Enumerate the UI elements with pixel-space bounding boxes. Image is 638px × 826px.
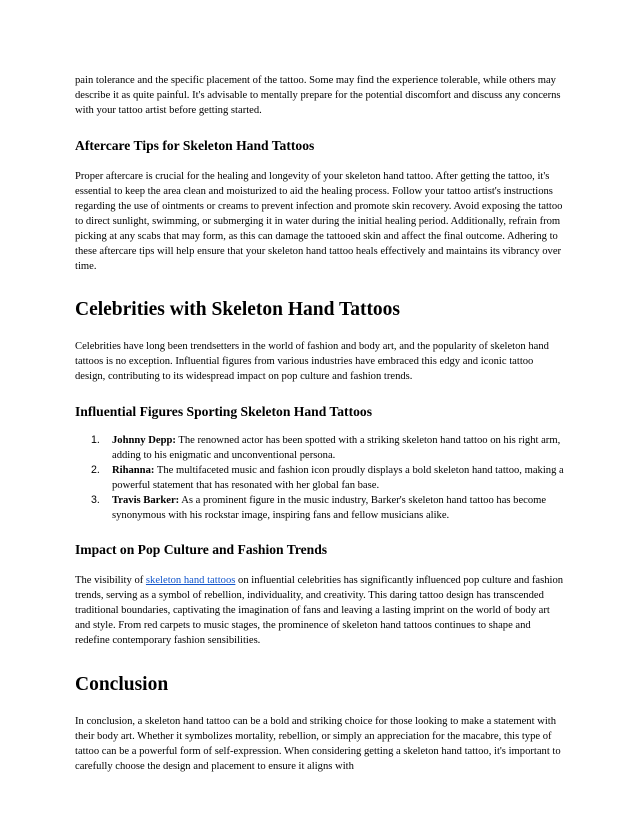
skeleton-hand-tattoos-link[interactable]: skeleton hand tattoos bbox=[145, 575, 236, 586]
impact-text-before: The visibility of bbox=[75, 575, 146, 586]
intro-paragraph: pain tolerance and the specific placement of the tattoo. Some may find the experience tolerable, while others may describe it as quite painful. It's advisable to mentally prepare for the potential discomfort and discuss any concerns with your tattoo artist before getting started. bbox=[75, 75, 561, 116]
conclusion-paragraph: In conclusion, a skeleton hand tattoo can be a bold and striking choice for those looking to make a statement with their body art. Whether it symbolizes mortality, rebellion, or simply an appreciation for the macabre, this type of tattoo can be a powerful form of self-expression. When considering getting a skeleton hand tattoo, it's important to carefully choose the design and placement to ensure it aligns with bbox=[75, 716, 561, 772]
aftercare-heading: Aftercare Tips for Skeleton Hand Tattoos bbox=[75, 138, 315, 153]
list-item bbox=[75, 493, 565, 523]
list-number: 2. bbox=[91, 464, 100, 476]
celebrity-description: The multifaceted music and fashion icon proudly displays a bold skeleton hand tattoo, making a powerful statement that has resonated with her global fan base. bbox=[112, 465, 564, 491]
celebrities-paragraph: Celebrities have long been trendsetters in the world of fashion and body art, and the popularity of skeleton hand tattoos is no exception. Influential figures from various industries have embraced this edgy and iconic tattoo design, contributing to its widespread impact on pop culture and fashion trends. bbox=[75, 341, 549, 382]
celebrity-description: The renowned actor has been spotted with a striking skeleton hand tattoo on his right arm, adding to his enigmatic and unconventional persona. bbox=[112, 435, 561, 461]
impact-text-after: on influential celebrities has significantly influenced pop culture and fashion trends, serving as a symbol of rebellion, individuality, and creativity. This daring tattoo design has transcended traditional boundaries, captivating the imagination of fans and leaving a lasting imprint on the world of body art and style. From red carpets to music stages, the prominence of skeleton hand tattoos continues to shape and redefine contemporary fashion sensibilities. bbox=[75, 575, 564, 646]
conclusion-heading: Conclusion bbox=[75, 674, 169, 695]
celebrity-name: Johnny Depp: bbox=[112, 435, 176, 446]
celebrity-description: As a prominent figure in the music industry, Barker's skeleton hand tattoo has become synonymous with his rockstar image, inspiring fans and fellow musicians alike. bbox=[112, 495, 547, 521]
celebrity-name: Travis Barker: bbox=[112, 495, 180, 506]
celebrities-heading: Celebrities with Skeleton Hand Tattoos bbox=[75, 299, 401, 320]
impact-paragraph bbox=[75, 573, 565, 648]
document-page bbox=[75, 73, 565, 774]
list-number: 3. bbox=[91, 494, 100, 506]
list-item bbox=[75, 433, 565, 463]
impact-heading: Impact on Pop Culture and Fashion Trends bbox=[75, 542, 328, 557]
list-number: 1. bbox=[91, 434, 100, 446]
influential-list bbox=[75, 433, 565, 523]
celebrity-name: Rihanna: bbox=[112, 465, 155, 476]
aftercare-paragraph: Proper aftercare is crucial for the healing and longevity of your skeleton hand tattoo. After getting the tattoo, it's essential to keep the area clean and moisturized to aid the healing process. Follow your tattoo artist's instructions regarding the use of ointments or creams to prevent infection and promote skin recovery. Avoid exposing the tattoo to direct sunlight, swimming, or submerging it in water during the initial healing period. Additionally, refrain from picking at any scabs that may form, as this can damage the tattooed skin and affect the final outcome. Adhering to these aftercare tips will help ensure that your skeleton hand tattoo heals effectively and maintains its vibrancy over time. bbox=[75, 171, 563, 272]
list-item bbox=[75, 463, 565, 493]
influential-heading: Influential Figures Sporting Skeleton Hand Tattoos bbox=[75, 404, 372, 419]
